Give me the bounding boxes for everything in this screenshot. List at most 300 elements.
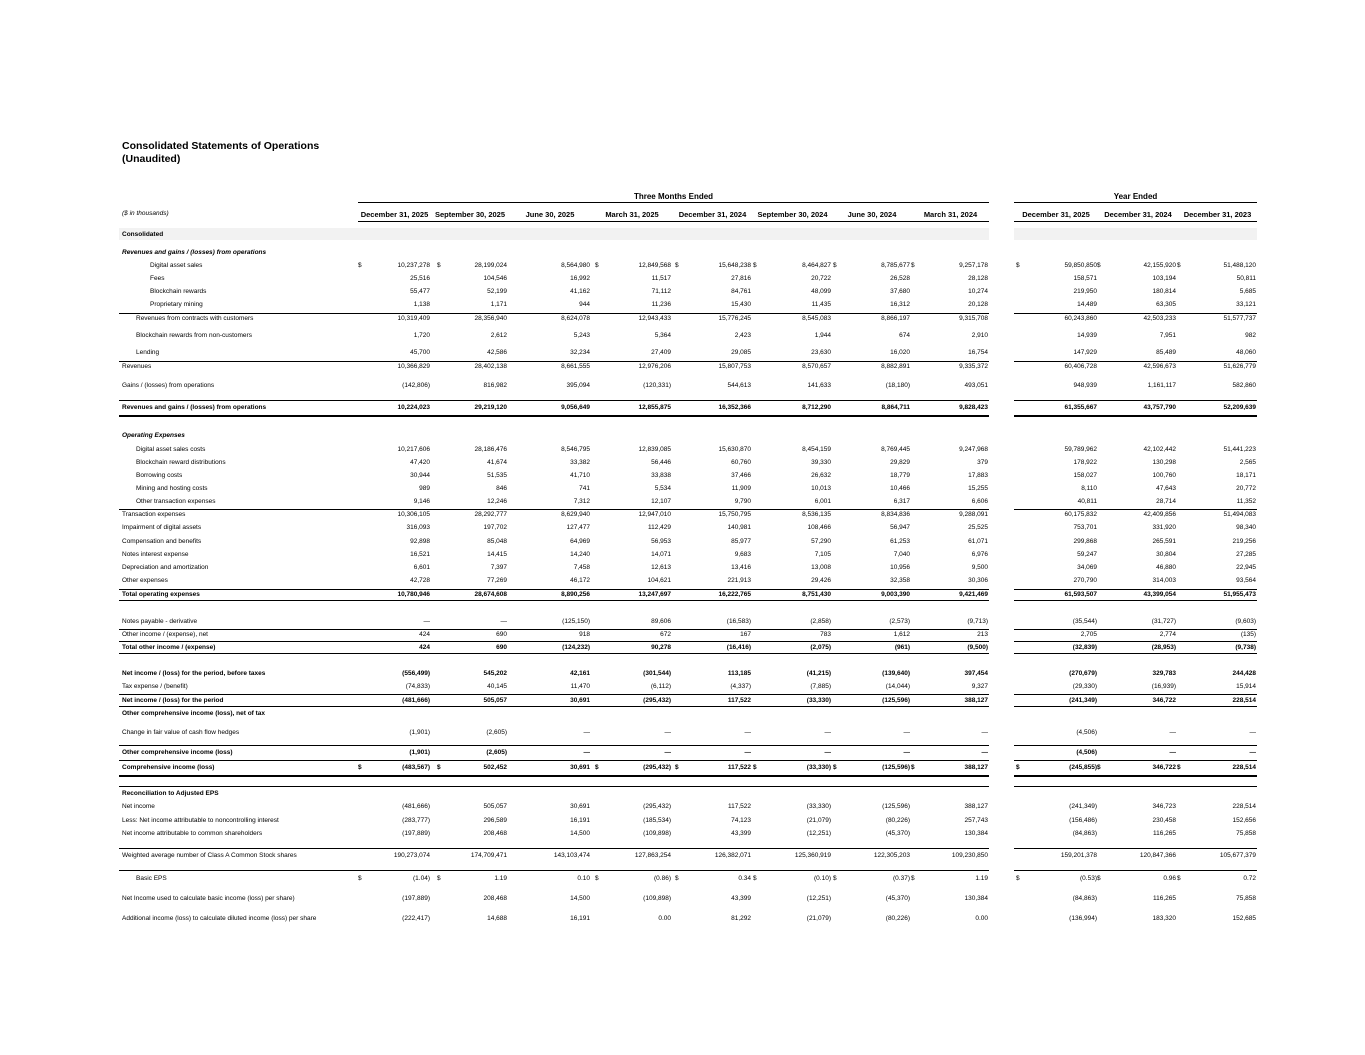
cell-value: 61,071 (968, 538, 988, 545)
cell-value: 37,466 (731, 472, 751, 479)
row-rule-year (1014, 400, 1257, 401)
cell-value: 15,914 (1236, 683, 1256, 690)
cell-value: (33,330) (806, 803, 831, 810)
row-rule (119, 509, 989, 510)
cell-value: 14,489 (1077, 301, 1097, 308)
cell-value: (142,806) (402, 382, 430, 389)
cell-value: 6,601 (413, 564, 430, 571)
cell-value: 424 (419, 644, 430, 651)
cell-value: 47,420 (410, 459, 430, 466)
cell-value: 130,384 (964, 830, 988, 837)
cell-value: (301,544) (643, 670, 671, 677)
cell-value: 13,008 (811, 564, 831, 571)
cell-value: 424 (419, 631, 430, 638)
row-rule (119, 629, 989, 630)
cell-value: — (1169, 749, 1176, 756)
cell-value: 93,564 (1236, 577, 1256, 584)
cell-value: 6,976 (971, 551, 988, 558)
cell-value: 51,494,083 (1223, 511, 1256, 518)
cell-value: 9,683 (734, 551, 751, 558)
cell-value: (74,833) (405, 683, 430, 690)
cell-value: 13,416 (731, 564, 751, 571)
cell-value: 502,452 (483, 764, 507, 771)
cell-value: — (583, 729, 590, 736)
dollar-sign: $ (1097, 262, 1101, 269)
cell-value: 27,816 (731, 275, 751, 282)
section-consolidated: Consolidated (122, 231, 164, 238)
section-oci-header: Other comprehensive income (loss), net of tax (122, 710, 266, 717)
cell-value: (84,863) (1072, 895, 1097, 902)
cell-value: (135) (1240, 631, 1256, 638)
cell-value: (125,150) (562, 618, 590, 625)
cell-value: 1,171 (490, 301, 507, 308)
cell-value: 29,426 (811, 577, 831, 584)
cell-value: (41,215) (806, 670, 831, 677)
cell-value: 64,969 (570, 538, 590, 545)
cell-value: 11,236 (651, 301, 671, 308)
cell-value: (197,889) (402, 895, 430, 902)
cell-value: 8,564,980 (561, 262, 590, 269)
section-revenues-header: Revenues and gains / (losses) from operations (122, 249, 267, 256)
cell-value: 30,944 (410, 472, 430, 479)
cell-value: 42,409,856 (1143, 511, 1176, 518)
cell-value: 2,423 (734, 332, 751, 339)
cell-value: — (744, 729, 751, 736)
cell-value: 40,811 (1077, 498, 1097, 505)
dollar-sign: $ (1177, 875, 1181, 882)
cell-value: 9,257,178 (959, 262, 988, 269)
cell-value: 5,534 (654, 485, 671, 492)
cell-value: 7,312 (573, 498, 590, 505)
cell-value: 213 (977, 631, 988, 638)
cell-value: 674 (899, 332, 910, 339)
dollar-sign: $ (358, 764, 362, 771)
cell-value: 113,185 (727, 670, 751, 677)
dollar-sign: $ (1016, 764, 1020, 771)
cell-value: 52,209,639 (1223, 404, 1256, 411)
cell-value: 12,943,433 (638, 315, 671, 322)
group-underline-three-months (358, 202, 989, 203)
cell-value: 8,785,677 (881, 262, 910, 269)
row-label: Notes interest expense (122, 551, 189, 558)
row-rule (119, 786, 989, 787)
cell-value: 116,265 (1152, 830, 1176, 837)
cell-value: 388,127 (964, 697, 988, 704)
section-band (119, 228, 989, 240)
cell-value: 28,128 (968, 275, 988, 282)
cell-value: 1.19 (975, 875, 988, 882)
cell-value: 104,621 (647, 577, 671, 584)
row-rule-year (1014, 775, 1257, 777)
cell-value: 42,596,673 (1143, 363, 1176, 370)
cell-value: 7,458 (573, 564, 590, 571)
cell-value: — (744, 749, 751, 756)
row-label: Other comprehensive income (loss) (122, 749, 233, 756)
cell-value: 208,468 (483, 895, 507, 902)
row-label: Less: Net income attributable to noncontrolling interest (122, 817, 279, 824)
cell-value: 51,577,737 (1223, 315, 1256, 322)
cell-value: 59,247 (1077, 551, 1097, 558)
cell-value: (84,863) (1072, 830, 1097, 837)
cell-value: 8,712,290 (802, 404, 831, 411)
cell-value: 397,454 (964, 670, 988, 677)
row-label: Fees (150, 275, 165, 282)
row-rule (119, 400, 989, 401)
cell-value: 43,399,054 (1143, 591, 1176, 598)
cell-value: 152,685 (1232, 915, 1256, 922)
cell-value: — (1169, 729, 1176, 736)
cell-value: 183,320 (1152, 915, 1176, 922)
cell-value: 61,593,507 (1064, 591, 1097, 598)
row-rule-year (1014, 313, 1257, 314)
cell-value: 753,701 (1073, 524, 1097, 531)
cell-value: 56,446 (651, 459, 671, 466)
cell-value: 505,057 (483, 803, 507, 810)
cell-value: 816,982 (483, 382, 507, 389)
cell-value: 105,677,379 (1219, 852, 1256, 859)
cell-value: 9,790 (734, 498, 751, 505)
section-band-year (1014, 228, 1257, 240)
row-label: Blockchain rewards from non-customers (136, 332, 252, 339)
cell-value: 98,340 (1236, 524, 1256, 531)
row-rule-year (1014, 653, 1257, 654)
cell-value: 12,976,206 (638, 363, 671, 370)
cell-value: — (824, 749, 831, 756)
dollar-sign: $ (911, 875, 915, 882)
cell-value: 77,269 (487, 577, 507, 584)
cell-value: 228,514 (1232, 764, 1256, 771)
cell-value: 493,051 (964, 382, 988, 389)
cell-value: (45,370) (885, 830, 910, 837)
row-label: Net income / (loss) for the period, before taxes (122, 670, 266, 677)
cell-value: (2,605) (486, 729, 507, 736)
dollar-sign: $ (358, 875, 362, 882)
cell-value: 85,489 (1156, 349, 1176, 356)
row-label: Notes payable - derivative (122, 618, 198, 625)
row-rule-year (1014, 641, 1257, 642)
cell-value: 329,783 (1152, 670, 1176, 677)
cell-value: 130,298 (1152, 459, 1176, 466)
cell-value: 20,772 (1236, 485, 1256, 492)
row-rule-year (1014, 589, 1257, 590)
cell-value: (4,506) (1076, 729, 1097, 736)
cell-value: 7,040 (893, 551, 910, 558)
cell-value: 8,570,657 (802, 363, 831, 370)
cell-value: 180,814 (1152, 288, 1176, 295)
cell-value: 42,586 (487, 349, 507, 356)
cell-value: 84,761 (731, 288, 751, 295)
column-header: December 31, 2024 (1104, 210, 1172, 219)
cell-value: 28,199,024 (474, 262, 507, 269)
row-rule (119, 600, 989, 601)
cell-value: 219,256 (1232, 538, 1256, 545)
cell-value: 1,944 (814, 332, 831, 339)
cell-value: 10,274 (968, 288, 988, 295)
cell-value: (4,506) (1076, 749, 1097, 756)
cell-value: 14,688 (487, 915, 507, 922)
cell-value: (80,226) (885, 915, 910, 922)
cell-value: 140,981 (727, 524, 751, 531)
row-label: Blockchain rewards (150, 288, 207, 295)
dollar-sign: $ (595, 875, 599, 882)
cell-value: 48,099 (811, 288, 831, 295)
cell-value: 39,330 (811, 459, 831, 466)
dollar-sign: $ (595, 262, 599, 269)
cell-value: (481,666) (402, 803, 430, 810)
row-rule-year (1014, 415, 1257, 417)
dollar-sign: $ (358, 262, 362, 269)
cell-value: 16,020 (890, 349, 910, 356)
cell-value: 9,500 (971, 564, 988, 571)
cell-value: 9,828,423 (959, 404, 988, 411)
cell-value: 8,624,078 (561, 315, 590, 322)
cell-value: 20,128 (968, 301, 988, 308)
cell-value: (0.10) (814, 875, 831, 882)
row-rule-year (1014, 629, 1257, 630)
cell-value: 26,632 (811, 472, 831, 479)
cell-value: 11,517 (651, 275, 671, 282)
cell-value: 8,110 (1081, 485, 1097, 492)
cell-value: 8,834,836 (881, 511, 910, 518)
cell-value: 17,883 (968, 472, 988, 479)
cell-value: (0.37) (893, 875, 910, 882)
dollar-sign: $ (833, 875, 837, 882)
row-rule-year (1014, 706, 1257, 707)
cell-value: 15,648,238 (718, 262, 751, 269)
row-label: Revenues (122, 363, 152, 370)
row-label: Total operating expenses (122, 591, 200, 598)
cell-value: 11,470 (570, 683, 590, 690)
cell-value: 228,514 (1232, 803, 1256, 810)
cell-value: 60,243,860 (1064, 315, 1097, 322)
cell-value: 6,606 (971, 498, 988, 505)
cell-value: 690 (496, 644, 507, 651)
cell-value: — (664, 749, 671, 756)
cell-value: 25,516 (410, 275, 430, 282)
row-label: Other income / (expense), net (122, 631, 208, 638)
row-label: Lending (136, 349, 160, 356)
cell-value: (16,939) (1151, 683, 1176, 690)
group-header-three-months: Three Months Ended (633, 192, 714, 201)
cell-value: 127,863,254 (634, 852, 671, 859)
cell-value: 10,319,409 (397, 315, 430, 322)
cell-value: 127,477 (566, 524, 590, 531)
cell-value: 228,514 (1232, 697, 1256, 704)
cell-value: 45,700 (410, 349, 430, 356)
cell-value: 8,769,445 (881, 446, 910, 453)
cell-value: 30,691 (570, 697, 590, 704)
row-rule-year (1014, 870, 1257, 871)
cell-value: 190,273,074 (393, 852, 430, 859)
row-label: Weighted average number of Class A Common Stock shares (122, 852, 297, 859)
cell-value: 60,406,728 (1064, 363, 1097, 370)
cell-value: 7,951 (1159, 332, 1176, 339)
dollar-sign: $ (911, 262, 915, 269)
cell-value: 846 (496, 485, 507, 492)
cell-value: 14,240 (570, 551, 590, 558)
cell-value: (481,666) (402, 697, 430, 704)
cell-value: 582,860 (1232, 382, 1256, 389)
cell-value: 159,201,378 (1060, 852, 1097, 859)
cell-value: 55,477 (410, 288, 430, 295)
cell-value: 388,127 (964, 803, 988, 810)
cell-value: 25,525 (968, 524, 988, 531)
cell-value: 29,219,120 (474, 404, 507, 411)
cell-value: 51,626,779 (1223, 363, 1256, 370)
cell-value: 18,171 (1236, 472, 1256, 479)
cell-value: 43,399 (731, 895, 751, 902)
cell-value: 63,305 (1156, 301, 1176, 308)
cell-value: (961) (894, 644, 910, 651)
cell-value: 120,847,366 (1139, 852, 1176, 859)
dollar-sign: $ (1016, 875, 1020, 882)
cell-value: (31,727) (1151, 618, 1176, 625)
cell-value: — (981, 749, 988, 756)
cell-value: — (903, 729, 910, 736)
row-rule (119, 745, 989, 746)
cell-value: 9,421,469 (959, 591, 988, 598)
cell-value: 116,265 (1152, 895, 1176, 902)
cell-value: 29,085 (731, 349, 751, 356)
cell-value: 59,850,850 (1064, 262, 1097, 269)
cell-value: 29,829 (890, 459, 910, 466)
cell-value: 265,591 (1152, 538, 1176, 545)
row-rule-year (1014, 361, 1257, 362)
cell-value: (185,534) (643, 817, 671, 824)
cell-value: — (981, 729, 988, 736)
cell-value: — (1249, 729, 1256, 736)
cell-value: (9,500) (967, 644, 988, 651)
cell-value: 11,909 (731, 485, 751, 492)
cell-value: 314,003 (1152, 577, 1176, 584)
cell-value: 9,056,649 (561, 404, 590, 411)
cell-value: 208,468 (483, 830, 507, 837)
row-rule (119, 415, 989, 417)
cell-value: 15,807,753 (718, 363, 751, 370)
cell-value: (14,044) (885, 683, 910, 690)
cell-value: 43,399 (731, 830, 751, 837)
dollar-sign: $ (675, 764, 679, 771)
cell-value: 30,691 (570, 803, 590, 810)
cell-value: 783 (820, 631, 831, 638)
cell-value: 5,243 (573, 332, 590, 339)
cell-value: 14,415 (487, 551, 507, 558)
cell-value: 125,360,919 (794, 852, 831, 859)
cell-value: — (903, 749, 910, 756)
cell-value: (0.53) (1080, 875, 1097, 882)
cell-value: 74,123 (731, 817, 751, 824)
cell-value: (0.86) (654, 875, 671, 882)
cell-value: 16,191 (570, 817, 590, 824)
cell-value: 141,633 (807, 382, 831, 389)
cell-value: 61,253 (890, 538, 910, 545)
cell-value: 26,528 (890, 275, 910, 282)
cell-value: 270,790 (1073, 577, 1097, 584)
cell-value: 257,743 (964, 817, 988, 824)
row-label: Additional income (loss) to calculate diluted income (loss) per share (122, 915, 317, 922)
cell-value: 9,003,390 (881, 591, 910, 598)
cell-value: 982 (1245, 332, 1256, 339)
cell-value: 28,356,940 (474, 315, 507, 322)
row-label: Tax expense / (benefit) (122, 683, 188, 690)
cell-value: 2,565 (1239, 459, 1256, 466)
cell-value: 46,880 (1156, 564, 1176, 571)
cell-value: 60,760 (731, 459, 751, 466)
cell-value: 33,382 (570, 459, 590, 466)
cell-value: 152,656 (1232, 817, 1256, 824)
cell-value: 16,222,765 (718, 591, 751, 598)
cell-value: 143,103,474 (553, 852, 590, 859)
cell-value: — (664, 729, 671, 736)
cell-value: (21,079) (806, 915, 831, 922)
cell-value: 108,466 (807, 524, 831, 531)
cell-value: (125,596) (882, 697, 910, 704)
row-rule-year (1014, 745, 1257, 746)
cell-value: (241,349) (1069, 803, 1097, 810)
cell-value: 22,945 (1236, 564, 1256, 571)
dollar-sign: $ (595, 764, 599, 771)
cell-value: (483,567) (402, 764, 430, 771)
row-rule (119, 760, 989, 761)
cell-value: 7,105 (814, 551, 831, 558)
cell-value: 42,728 (410, 577, 430, 584)
cell-value: 28,186,476 (474, 446, 507, 453)
cell-value: 1,138 (413, 301, 430, 308)
cell-value: 42,503,233 (1143, 315, 1176, 322)
cell-value: 9,247,968 (959, 446, 988, 453)
cell-value: (125,596) (882, 764, 910, 771)
cell-value: 741 (579, 485, 590, 492)
cell-value: 2,774 (1159, 631, 1176, 638)
row-rule-year (1014, 600, 1257, 601)
cell-value: 32,358 (890, 577, 910, 584)
cell-value: 33,838 (651, 472, 671, 479)
cell-value: 544,613 (727, 382, 751, 389)
cell-value: 33,121 (1236, 301, 1256, 308)
cell-value: 167 (740, 631, 751, 638)
row-label: Other transaction expenses (136, 498, 216, 505)
cell-value: (18,180) (885, 382, 910, 389)
cell-value: 60,175,832 (1064, 511, 1097, 518)
cell-value: (109,898) (643, 895, 671, 902)
cell-value: 346,723 (1152, 803, 1176, 810)
cell-value: 918 (579, 631, 590, 638)
cell-value: 52,199 (487, 288, 507, 295)
cell-value: 51,955,473 (1223, 591, 1256, 598)
cell-value: (2,858) (810, 618, 831, 625)
row-rule-year (1014, 509, 1257, 510)
cell-value: 85,977 (731, 538, 751, 545)
cell-value: 16,521 (410, 551, 430, 558)
cell-value: 50,811 (1236, 275, 1256, 282)
row-rule-year (1014, 694, 1257, 695)
cell-value: 14,939 (1077, 332, 1097, 339)
cell-value: 8,464,827 (802, 262, 831, 269)
dollar-sign: $ (833, 764, 837, 771)
cell-value: 346,722 (1152, 697, 1176, 704)
cell-value: 27,285 (1236, 551, 1256, 558)
cell-value: (109,898) (643, 830, 671, 837)
cell-value: 59,789,962 (1064, 446, 1097, 453)
row-rule (119, 870, 989, 871)
cell-value: 147,929 (1073, 349, 1097, 356)
cell-value: 117,522 (727, 764, 751, 771)
cell-value: 11,352 (1236, 498, 1256, 505)
row-label: Digital asset sales (150, 262, 203, 269)
cell-value: — (824, 729, 831, 736)
cell-value: (136,994) (1069, 915, 1097, 922)
statement-title: Consolidated Statements of Operations (122, 140, 320, 152)
